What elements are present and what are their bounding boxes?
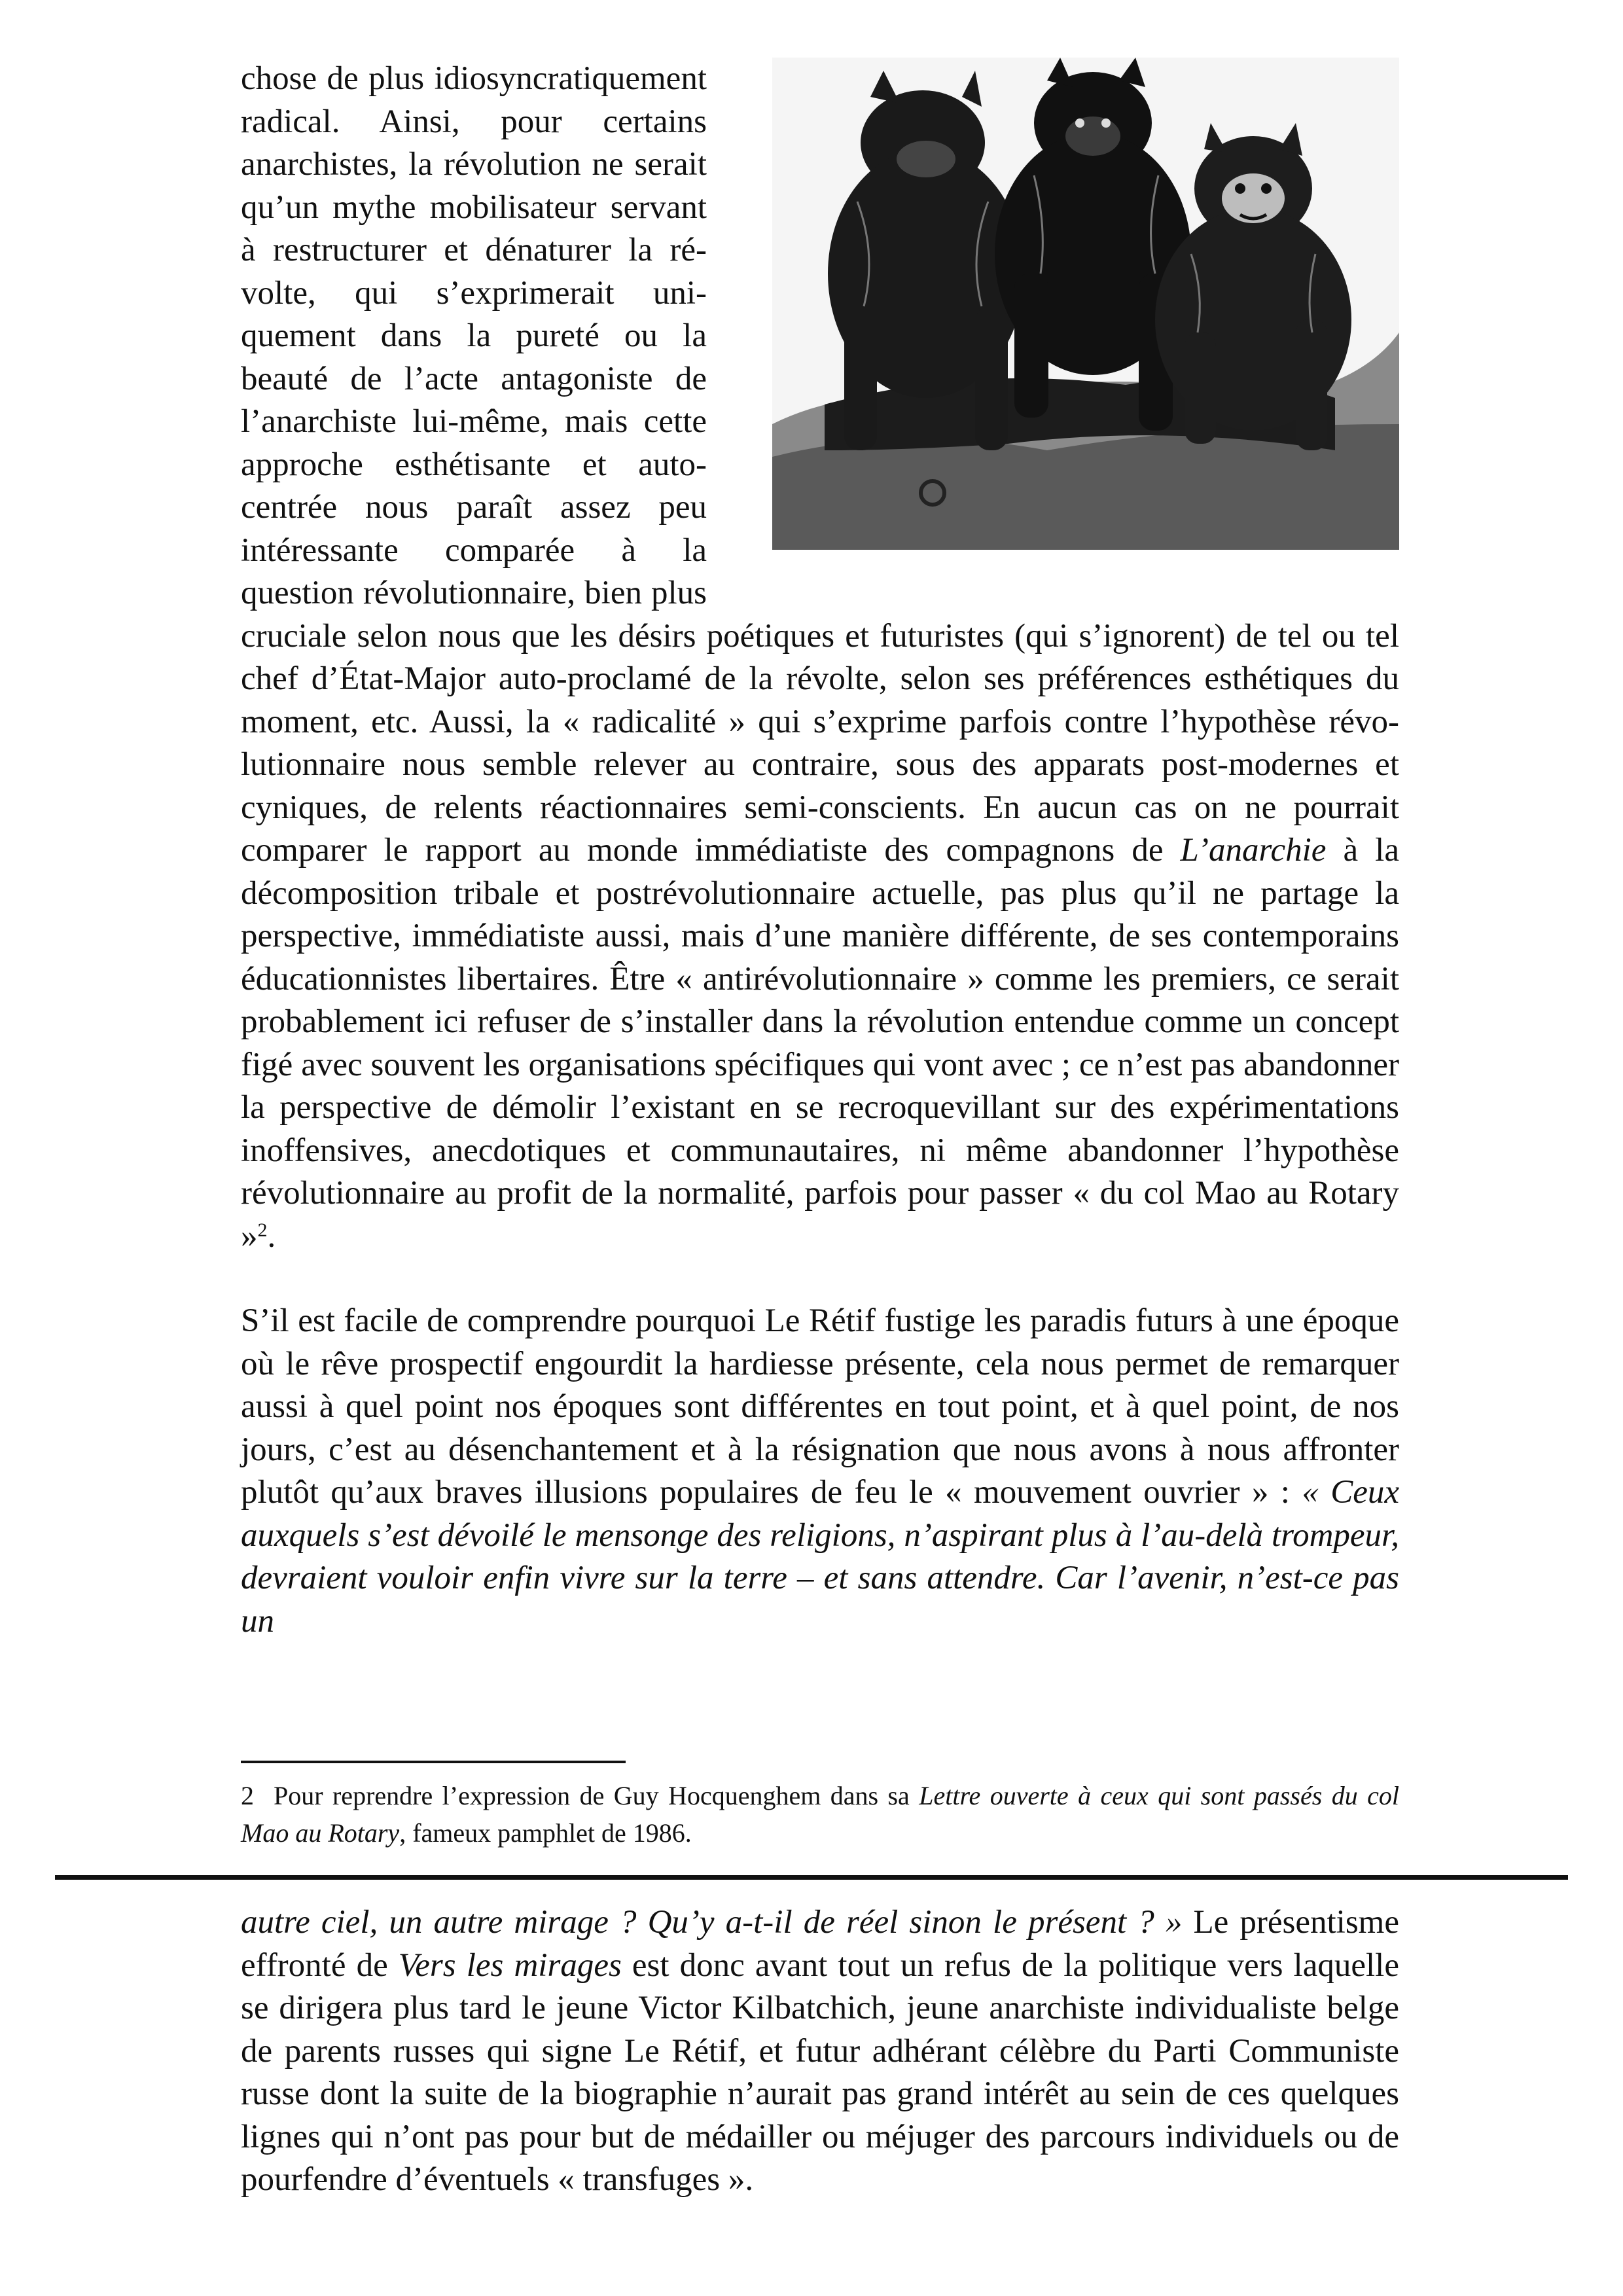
paragraph-3-text-a: Le présentisme effronté de	[241, 1904, 1399, 1984]
paragraph-1-end: .	[267, 1217, 276, 1255]
paragraph-2	[241, 1300, 1399, 1643]
paragraph-3	[241, 1901, 1399, 2202]
illustration-frame	[772, 58, 1399, 560]
next-page-column	[241, 1901, 1399, 2202]
footnote	[241, 1777, 1399, 1852]
paragraph-3-text-b: est donc avant tout un refus de la politique vers laquelle se dirigera plus tard le jeune Victor Kilbatchich, jeune anarchiste individualiste belge de parents russes qui signe Le Rétif, et futur adhérant célèbre du Parti Communiste russe dont la suite de la biographie n’aurait pas grand intérêt au sein de ces quelques lignes qui n’ont pas pour but de médailler ou méjuger des parcours individuels ou de pourfendre d’éventuels « transfuges ».	[241, 1946, 1399, 2198]
footnote-rule	[241, 1761, 626, 1763]
footnote-number: 2	[241, 1781, 254, 1810]
footnote-ref-2: 2	[257, 1219, 268, 1241]
paragraph-3-quote: autre ciel, un autre mirage ? Qu’y a-t-il de réel sinon le présent ? »	[241, 1904, 1183, 1941]
page-separator-rule	[55, 1875, 1568, 1880]
book-title-vers-les-mirages: Vers les mirages	[398, 1946, 622, 1984]
main-text-column	[241, 58, 1399, 1643]
journal-title-lanarchie: L’anarchie	[1180, 832, 1327, 869]
paragraph-1-text-b: à la décomposition tribale et postrévolutionnaire actuelle, pas plus qu’il ne partage la perspective, immédiatiste aussi, mais d’une manière différente, de ses contemporains éducationnistes libertaires. Être « antirévolutionnaire » comme les premiers, ce serait probablement ici refuser de s’installer dans la révolution entendue comme un concept figé avec souvent les organisations spécifiques qui vont avec ; ce n’est pas abandonner la perspective de démolir l’existant en se recroquevillant sur des expérimentations inoffensives, anecdotiques et communautaires, ni même abandonner l’hypothèse révolutionnaire au profit de la normalité, parfois pour passer « du col Mao au Rotary »	[241, 832, 1399, 1255]
footnote-end: , fameux pamphlet de 1986.	[399, 1818, 692, 1848]
three-monkeys-illustration	[772, 58, 1399, 550]
paragraph-2-quote: « Ceux auxquels s’est dévoilé le mensonge des religions, n’aspirant plus à l’au-delà trompeur, devraient vouloir enfin vivre sur la terre – et sans attendre. Car l’avenir, n’est-ce pas un	[241, 1474, 1399, 1640]
footnote-text: Pour reprendre l’expression de Guy Hocquenghem dans sa	[274, 1781, 919, 1810]
paragraph-1-text-a: chose de plus idiosyncratiquement radical. Ainsi, pour certains anarchistes, la révolution ne serait qu’un mythe mobilisateur servant à restructurer et dénaturer la révolte, qui s’exprimerait uniquement dans la pureté ou la beauté de l’acte antagoniste de l’anarchiste lui-même, mais cette approche esthétisante et auto-centrée nous paraît assez peu intéressante comparée à la question révolutionnaire, bien plus cruciale selon nous que les désirs poétiques et futuristes (qui s’ignorent) de tel ou tel chef d’État-Major auto-proclamé de la révolte, selon ses préférences esthétiques du moment, etc. Aussi, la « radicalité » qui s’exprime parfois contre l’hypothèse révolutionnaire nous semble relever au contraire, sous des apparats post-modernes et cyniques, de relents réactionnaires semi-conscients. En aucun cas on ne pourrait comparer le rapport au monde immédiatiste des compagnons de	[241, 60, 1399, 869]
footnote-book-title: Lettre ouverte à ceux qui sont passés du col Mao au Rotary	[241, 1781, 1399, 1848]
paragraph-2-text: S’il est facile de comprendre pourquoi Le Rétif fustige les paradis futurs à une époque où le rêve prospectif engourdit la hardiesse présente, cela nous permet de remarquer aussi à quel point nos époques sont différentes en tout point, et à quel point, de nos jours, c’est au désenchantement et à la résignation que nous avons à nous affronter plutôt qu’aux braves illusions populaires de feu le « mouvement ouvrier » :	[241, 1302, 1399, 1511]
